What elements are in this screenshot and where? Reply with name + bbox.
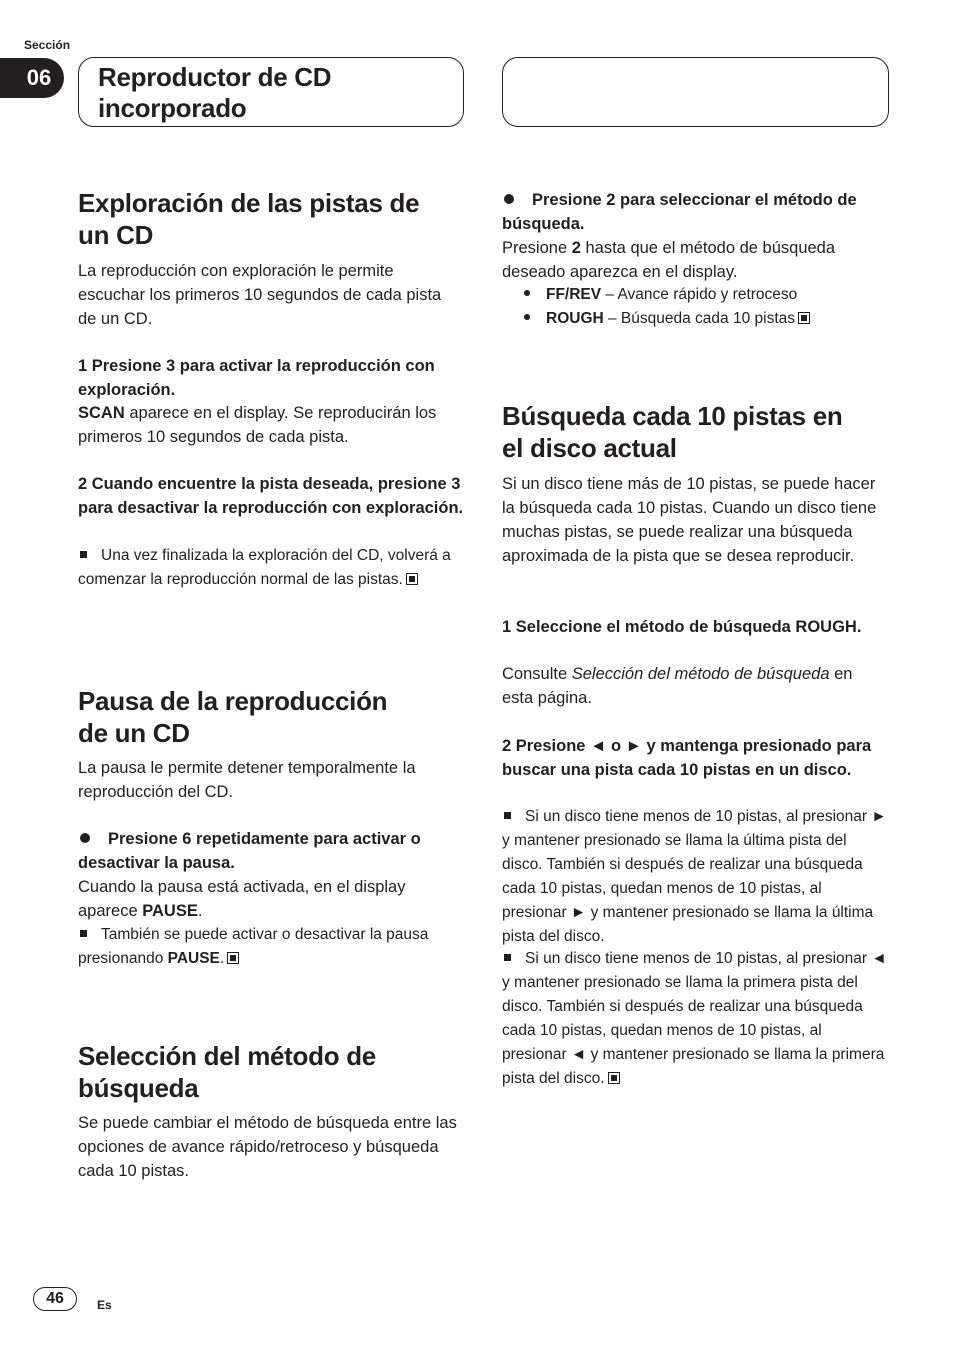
- rough-step-1-post: en esta página.: [502, 665, 853, 707]
- scan-step-2: 2 Cuando encuentre la pista deseada, presione 3 para desactivar la reproducción con exploración.: [78, 475, 464, 517]
- chapter-title-line-1: Reproductor de CD: [98, 62, 332, 92]
- rough-step-1: 1 Seleccione el método de búsqueda ROUGH.: [502, 618, 862, 636]
- heading-pause: [78, 685, 464, 749]
- option-rough-text: – Búsqueda cada 10 pistas: [603, 310, 796, 327]
- method-intro: Se puede cambiar el método de búsqueda entre las opciones de avance rápido/retroceso y búsqueda cada 10 pistas.: [78, 1114, 457, 1180]
- page-number: 46: [33, 1287, 77, 1311]
- heading-pause-line-2: de un CD: [78, 718, 190, 748]
- end-mark-icon: [227, 952, 239, 964]
- heading-scan-line-1: Exploración de las pistas de: [78, 188, 420, 218]
- bullet-dot-icon: [504, 194, 514, 204]
- pause-note: [78, 923, 464, 971]
- pause-intro: La pausa le permite detener temporalmente la reproducción del CD.: [78, 759, 416, 801]
- option-rough-label: ROUGH: [546, 310, 604, 327]
- method-step-text: Presione 2 para seleccionar el método de búsqueda.: [502, 191, 857, 233]
- method-body: [502, 236, 888, 284]
- rough-note-2-text: Si un disco tiene menos de 10 pistas, al presionar ◄ y mantener presionado se llama la primera pista del disco. También si después de realizar una búsqueda cada 10 pistas, quedan menos de 10 pistas, al presionar ◄ y mantener presionado se llama la primera pista del disco.: [502, 950, 887, 1087]
- method-body-post: hasta que el método de búsqueda deseado aparezca en el display.: [502, 239, 836, 281]
- method-body-key: 2: [571, 239, 581, 257]
- method-option-rough: [502, 307, 888, 331]
- note-square-icon: [504, 954, 511, 961]
- end-mark-icon: [608, 1072, 620, 1084]
- bullet-dot-icon: [80, 833, 90, 843]
- heading-method-line-2: búsqueda: [78, 1073, 199, 1103]
- scan-step-1: 1 Presione 3 para activar la reproducción con exploración.: [78, 357, 435, 399]
- method-body-pre: Presione: [502, 239, 572, 257]
- chapter-title: [98, 62, 331, 124]
- end-mark-icon: [406, 573, 418, 585]
- pause-step: [78, 827, 464, 875]
- rough-step-1-body: [502, 662, 888, 710]
- scan-step-1-body: [78, 401, 464, 449]
- rough-step-1-pre: Consulte: [502, 665, 572, 683]
- heading-pause-line-1: Pausa de la reproducción: [78, 686, 388, 716]
- note-square-icon: [80, 930, 87, 937]
- bullet-icon: [524, 290, 530, 296]
- rough-step-2: 2 Presione ◄ o ► y mantenga presionado para buscar una pista cada 10 pistas en un disco.: [502, 737, 872, 779]
- rough-note-2: [502, 947, 888, 1091]
- rough-note-1-text: Si un disco tiene menos de 10 pistas, al presionar ► y mantener presionado se llama la última pista del disco. También si después de realizar una búsqueda cada 10 pistas, quedan menos de 10 pistas, al presionar ► y mantener presionado se llama la última pista del disco.: [502, 808, 887, 945]
- heading-method: [78, 1040, 464, 1104]
- heading-scan: [78, 187, 464, 251]
- note-square-icon: [504, 812, 511, 819]
- pause-body-text: Cuando la pausa está activada, en el display aparece: [78, 878, 406, 920]
- heading-method-line-1: Selección del método de: [78, 1041, 376, 1071]
- option-ffrev-label: FF/REV: [546, 286, 602, 303]
- method-option-ffrev: [502, 283, 888, 307]
- method-step: [502, 188, 888, 236]
- language-code: Es: [97, 1298, 112, 1312]
- heading-rough-line-2: el disco actual: [502, 433, 677, 463]
- empty-header-box: [502, 57, 889, 127]
- option-ffrev-text: – Avance rápido y retroceso: [601, 286, 798, 303]
- heading-scan-line-2: un CD: [78, 220, 154, 250]
- section-number-badge: 06: [0, 58, 64, 98]
- pause-note-label: PAUSE: [167, 950, 220, 967]
- section-label: Sección: [24, 38, 71, 52]
- end-mark-icon: [798, 312, 810, 324]
- cross-reference-link: Selección del método de búsqueda: [571, 665, 830, 683]
- chapter-title-line-2: incorporado: [98, 93, 247, 123]
- pause-body-end: .: [197, 902, 203, 920]
- scan-step-1-text: aparece en el display. Se reproducirán los primeros 10 segundos de cada pista.: [78, 404, 437, 446]
- pause-label: PAUSE: [142, 902, 198, 920]
- heading-rough-line-1: Búsqueda cada 10 pistas en: [502, 401, 843, 431]
- scan-note: [78, 544, 464, 592]
- heading-rough: [502, 400, 888, 464]
- bullet-icon: [524, 314, 530, 320]
- rough-intro: Si un disco tiene más de 10 pistas, se puede hacer la búsqueda cada 10 pistas. Cuando un disco tiene muchas pistas, se puede realizar una búsqueda aproximada de la pista que se desea reproducir.: [502, 475, 877, 565]
- rough-note-1: [502, 805, 888, 949]
- pause-note-text: También se puede activar o desactivar la pausa presionando: [78, 926, 429, 967]
- scan-note-text: Una vez finalizada la exploración del CD, volverá a comenzar la reproducción normal de las pistas.: [78, 547, 451, 588]
- pause-body: [78, 875, 464, 923]
- pause-step-text: Presione 6 repetidamente para activar o desactivar la pausa.: [78, 830, 421, 872]
- chapter-title-box: [78, 57, 464, 127]
- note-square-icon: [80, 551, 87, 558]
- scan-label: SCAN: [78, 404, 125, 422]
- pause-note-end: .: [219, 950, 225, 967]
- scan-intro: La reproducción con exploración le permite escuchar los primeros 10 segundos de cada pista de un CD.: [78, 262, 442, 328]
